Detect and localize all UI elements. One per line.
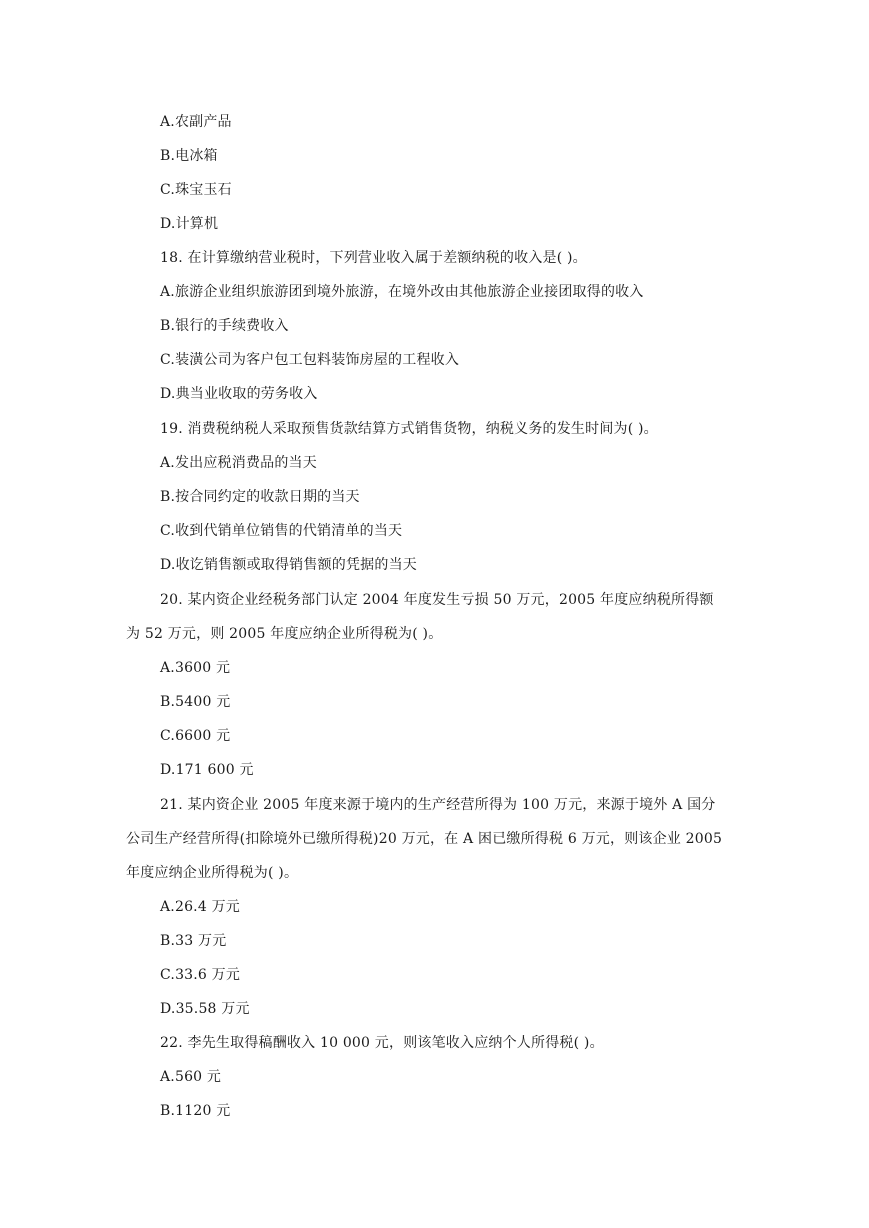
question-20: 20. 某内资企业经税务部门认定 2004 年度发生亏损 50 万元，2005 年度应纳税所得额: [160, 592, 714, 608]
question-21-continuation: 年度应纳企业所得税为( )。: [126, 865, 299, 881]
option-line: B.1120 元: [160, 1103, 231, 1119]
option-line: B.电冰箱: [160, 148, 218, 164]
option-line: B.银行的手续费收入: [160, 318, 289, 334]
option-line: A.农副产品: [160, 114, 232, 130]
question-19: 19. 消费税纳税人采取预售货款结算方式销售货物，纳税义务的发生时间为( )。: [160, 421, 658, 437]
option-line: A.26.4 万元: [160, 899, 240, 915]
question-18: 18. 在计算缴纳营业税时，下列营业收入属于差额纳税的收入是( )。: [160, 250, 587, 266]
question-21: 21. 某内资企业 2005 年度来源于境内的生产经营所得为 100 万元，来源于境外 A 国分: [160, 797, 716, 813]
question-20-continuation: 为 52 万元，则 2005 年度应纳企业所得税为( )。: [126, 626, 443, 642]
option-line: D.35.58 万元: [160, 1001, 250, 1017]
option-line: A.3600 元: [160, 660, 231, 676]
option-line: C.珠宝玉石: [160, 182, 232, 198]
option-line: A.发出应税消费品的当天: [160, 455, 317, 471]
option-line: D.收讫销售额或取得销售额的凭据的当天: [160, 557, 417, 573]
question-21-continuation: 公司生产经营所得(扣除境外已缴所得税)20 万元，在 A 困已缴所得税 6 万元，则该企业 2005: [126, 831, 723, 847]
option-line: C.6600 元: [160, 728, 231, 744]
option-line: D.典当业收取的劳务收入: [160, 386, 318, 402]
option-line: C.33.6 万元: [160, 967, 241, 983]
option-line: B.按合同约定的收款日期的当天: [160, 489, 360, 505]
option-line: C.收到代销单位销售的代销清单的当天: [160, 523, 403, 539]
option-line: C.装潢公司为客户包工包料装饰房屋的工程收入: [160, 352, 460, 368]
option-line: B.33 万元: [160, 933, 227, 949]
question-22: 22. 李先生取得稿酬收入 10 000 元，则该笔收入应纳个人所得税( )。: [160, 1035, 604, 1051]
option-line: B.5400 元: [160, 694, 231, 710]
option-line: A.560 元: [160, 1069, 222, 1085]
option-line: D.计算机: [160, 216, 219, 232]
option-line: A.旅游企业组织旅游团到境外旅游，在境外改由其他旅游企业接团取得的收入: [160, 284, 644, 300]
option-line: D.171 600 元: [160, 762, 254, 778]
